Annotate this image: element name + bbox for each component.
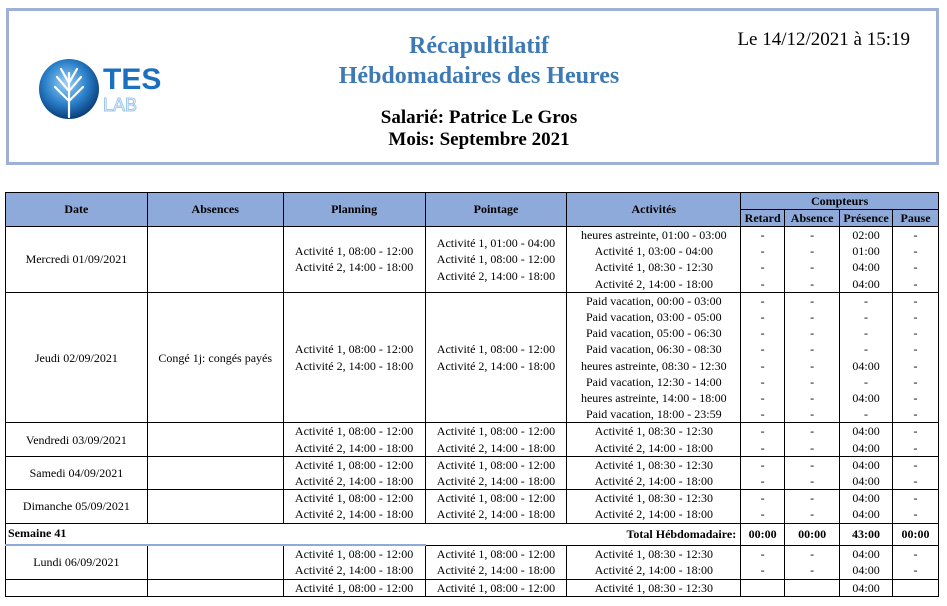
report-month: Mois: Septembre 2021 [388,129,570,150]
cell-line: Activité 2, 14:00 - 18:00 [594,563,713,578]
cell-line: Activité 1, 08:30 - 12:30 [594,491,713,506]
cell-line: Activité 2, 14:00 - 18:00 [294,358,414,373]
cell-line: Activité 1, 08:00 - 12:00 [436,580,556,595]
cell-line: - [760,276,765,291]
cell-line: Activité 1, 01:00 - 04:00 [436,236,556,251]
cell-line: Activité 2, 14:00 - 18:00 [436,440,556,455]
retard-cell [741,423,785,456]
planning-cell [283,456,425,489]
cell-line: Activité 1, 08:00 - 12:00 [436,546,556,561]
cell-line: Activité 1, 08:30 - 12:30 [594,260,713,275]
cell-line: - [810,358,815,373]
cell-text: Vendredi 03/09/2021 [25,432,127,447]
cell-line: Activité 1, 08:00 - 12:00 [436,457,556,472]
absence-cell [147,423,283,456]
table-row [6,545,939,579]
cell-line: - [913,563,918,578]
cell-line: - [760,440,765,455]
pause-cell [893,423,939,456]
teslab-logo [35,51,171,127]
absence-cell [147,456,283,489]
cell-line: heures astreinte, 01:00 - 03:00 [580,228,727,242]
cell-line: - [760,563,765,578]
cell-line: Activité 2, 14:00 - 18:00 [436,563,556,578]
week-total-pause: 00:00 [893,523,939,545]
report-header [6,8,939,165]
absence-cell [147,490,283,523]
planning-cell [283,227,425,293]
col-pause: Pause [893,210,939,227]
presence-cell [840,579,893,596]
date-cell [6,423,148,456]
pointage-cell [425,545,567,579]
cell-line: 04:00 [852,507,880,522]
cell-line: - [810,342,815,357]
cell-line: - [760,491,765,506]
report-title: Récapultilatif Hébdomadaires des Heures [338,33,620,89]
cell-line: Activité 2, 14:00 - 18:00 [294,474,414,489]
activites-cell [567,292,741,423]
presence-cell [840,490,893,523]
pause-cell [893,456,939,489]
retard-cell [741,545,785,579]
cell-line: - [810,391,815,406]
cell-line: - [864,374,869,389]
cell-line: - [913,244,918,259]
pointage-cell [425,579,567,596]
activites-cell [567,456,741,489]
cell-line: - [760,457,765,472]
cell-line: - [760,358,765,373]
table-row [6,579,939,596]
cell-line: Activité 1, 08:30 - 12:30 [594,546,713,561]
retard-cell [741,292,785,423]
cell-line: Activité 2, 14:00 - 18:00 [294,440,414,455]
planning-cell [283,579,425,596]
table-row [6,423,939,456]
planning-cell [283,423,425,456]
pointage-cell [425,292,567,423]
cell-text: Jeudi 02/09/2021 [34,350,118,365]
cell-line: heures astreinte, 14:00 - 18:00 [580,391,727,406]
cell-line: Activité 1, 08:00 - 12:00 [294,342,414,357]
cell-line: Activité 1, 08:30 - 12:30 [594,457,713,472]
cell-line: - [760,228,765,242]
cell-line: - [760,244,765,259]
cell-line: - [760,507,765,522]
week-total-retard: 00:00 [741,523,785,545]
cell-line: Activité 2, 14:00 - 18:00 [436,358,556,373]
cell-line: 04:00 [852,474,880,489]
planning-cell [283,292,425,423]
cell-line: - [913,358,918,373]
cell-line: Activité 2, 14:00 - 18:00 [294,563,414,578]
col-date: Date [6,193,148,227]
cell-line: - [864,310,869,325]
week-label: Semaine 41 [6,523,426,545]
cell-line: - [913,457,918,472]
hours-table [5,192,939,597]
absence-count-cell [785,545,840,579]
cell-line: - [760,326,765,341]
week-rows [6,227,939,524]
cell-line: - [864,407,869,422]
cell-line: - [760,374,765,389]
absence-cell [147,227,283,293]
cell-line: 04:00 [852,491,880,506]
col-presence: Présence [840,210,893,227]
cell-text: Congé 1j: congés payés [158,350,273,365]
cell-line: 04:00 [852,260,880,275]
cell-line: 04:00 [852,546,880,561]
absence-count-cell [785,227,840,293]
cell-line: - [810,563,815,578]
cell-line: - [810,457,815,472]
cell-line: - [810,244,815,259]
cell-line: Activité 2, 14:00 - 18:00 [594,276,713,291]
table-row [6,456,939,489]
cell-line: - [913,391,918,406]
cell-line: - [913,228,918,242]
cell-line: Paid vacation, 12:30 - 14:00 [585,374,722,389]
cell-line: - [810,293,815,308]
date-cell [6,545,148,579]
cell-line: - [760,424,765,439]
cell-line: - [913,474,918,489]
cell-line: 01:00 [852,244,880,259]
date-cell [6,292,148,423]
absence-cell [147,545,283,579]
cell-line: - [913,276,918,291]
cell-line: - [810,374,815,389]
cell-line: - [913,310,918,325]
cell-line: Activité 1, 08:00 - 12:00 [294,424,414,439]
cell-line: - [913,546,918,561]
pointage-cell [425,490,567,523]
cell-line: Activité 1, 03:00 - 04:00 [594,244,713,259]
cell-line: - [864,293,869,308]
date-cell [6,579,148,596]
cell-line: - [913,326,918,341]
cell-line: - [913,293,918,308]
week-total-absence: 00:00 [785,523,840,545]
planning-cell [283,545,425,579]
absence-cell [147,579,283,596]
cell-line: 04:00 [852,457,880,472]
cell-line: heures astreinte, 08:30 - 12:30 [580,358,727,373]
absence-count-cell [785,490,840,523]
employee-name: Salarié: Patrice Le Gros [380,107,578,128]
activites-cell [567,490,741,523]
week-total-label: Total Hébdomadaire: [425,523,741,545]
cell-line: Activité 1, 08:00 - 12:00 [294,580,414,595]
cell-line: - [760,546,765,561]
week-summary [6,523,939,545]
retard-cell [741,227,785,293]
cell-line: 04:00 [852,440,880,455]
absence-count-cell [785,292,840,423]
cell-line: - [760,407,765,422]
cell-line: Paid vacation, 06:30 - 08:30 [585,342,722,357]
cell-line: Activité 1, 08:00 - 12:00 [436,424,556,439]
col-compteurs: Compteurs [741,193,939,210]
week-total-row [6,523,939,545]
pointage-cell [425,456,567,489]
cell-line: - [810,407,815,422]
col-retard: Retard [741,210,785,227]
presence-cell [840,456,893,489]
svg-text:LAB: LAB [103,95,138,115]
cell-line: - [913,374,918,389]
cell-line: - [810,260,815,275]
cell-line: 04:00 [852,424,880,439]
col-pointage: Pointage [425,193,567,227]
pointage-cell [425,227,567,293]
cell-line: Activité 2, 14:00 - 18:00 [594,474,713,489]
cell-line: - [810,440,815,455]
cell-line: - [760,293,765,308]
cell-line: 04:00 [852,391,880,406]
activites-cell [567,579,741,596]
presence-cell [840,545,893,579]
cell-line: Activité 1, 08:30 - 12:30 [594,424,713,439]
date-cell [6,227,148,293]
col-absences: Absences [147,193,283,227]
cell-line: Paid vacation, 03:00 - 05:00 [585,310,722,325]
cell-line: - [760,260,765,275]
pause-cell [893,579,939,596]
cell-line: - [864,326,869,341]
presence-cell [840,423,893,456]
week-total-presence: 43:00 [840,523,893,545]
cell-line: - [913,424,918,439]
table-row [6,292,939,423]
cell-line: Activité 1, 08:00 - 12:00 [436,491,556,506]
cell-line: - [810,310,815,325]
cell-line: Activité 2, 14:00 - 18:00 [294,507,414,522]
cell-line: Activité 1, 08:00 - 12:00 [294,491,414,506]
pause-cell [893,490,939,523]
table-row [6,227,939,293]
cell-line: - [913,260,918,275]
absence-count-cell [785,456,840,489]
employee-info [269,107,689,151]
cell-line: - [760,474,765,489]
cell-line: - [810,424,815,439]
cell-text: Mercredi 01/09/2021 [25,252,128,267]
pointage-cell [425,423,567,456]
cell-line: 02:00 [852,228,880,242]
col-absence: Absence [785,210,840,227]
cell-line: - [810,491,815,506]
cell-text: Dimanche 05/09/2021 [22,499,130,514]
cell-text: Lundi 06/09/2021 [33,555,120,570]
col-planning: Planning [283,193,425,227]
pause-cell [893,545,939,579]
next-week-rows [6,545,939,596]
cell-line: Activité 1, 08:00 - 12:00 [294,547,414,562]
cell-line: Activité 2, 14:00 - 18:00 [436,268,556,283]
col-activites: Activités [567,193,741,227]
retard-cell [741,579,785,596]
date-cell [6,490,148,523]
svg-text:TES: TES [103,63,162,96]
cell-line: Activité 1, 08:00 - 12:00 [436,252,556,267]
cell-line: - [810,546,815,561]
presence-cell [840,292,893,423]
pause-cell [893,227,939,293]
cell-line: - [760,342,765,357]
cell-line: Activité 2, 14:00 - 18:00 [436,507,556,522]
cell-line: 04:00 [852,358,880,373]
cell-line: - [810,474,815,489]
retard-cell [741,490,785,523]
cell-line: 04:00 [852,276,880,291]
cell-line: Activité 1, 08:00 - 12:00 [436,342,556,357]
cell-line: - [913,491,918,506]
cell-line: - [913,440,918,455]
cell-text: Samedi 04/09/2021 [29,465,124,480]
cell-line: Activité 2, 14:00 - 18:00 [294,260,414,275]
cell-line: Activité 1, 08:30 - 12:30 [594,580,713,595]
activites-cell [567,423,741,456]
activites-cell [567,227,741,293]
printed-timestamp: Le 14/12/2021 à 15:19 [737,29,910,50]
cell-line: Activité 2, 14:00 - 18:00 [436,474,556,489]
retard-cell [741,456,785,489]
cell-line: - [810,507,815,522]
cell-line: - [864,342,869,357]
table-row [6,490,939,523]
absence-cell [147,292,283,423]
cell-line: Activité 1, 08:00 - 12:00 [294,244,414,259]
cell-line: - [760,310,765,325]
cell-line: Activité 1, 08:00 - 12:00 [294,457,414,472]
cell-line: 04:00 [852,563,880,578]
cell-line: 04:00 [852,580,880,595]
planning-cell [283,490,425,523]
cell-line: - [913,507,918,522]
cell-line: - [913,407,918,422]
cell-line: - [810,326,815,341]
cell-line: - [810,228,815,242]
cell-line: - [810,276,815,291]
cell-line: Paid vacation, 18:00 - 23:59 [585,407,722,422]
cell-line: - [913,342,918,357]
cell-line: Paid vacation, 00:00 - 03:00 [585,293,722,308]
cell-line: Activité 2, 14:00 - 18:00 [594,507,713,522]
cell-line: - [760,391,765,406]
cell-line: Activité 2, 14:00 - 18:00 [594,440,713,455]
cell-line: Paid vacation, 05:00 - 06:30 [585,326,722,341]
presence-cell [840,227,893,293]
date-cell [6,456,148,489]
absence-count-cell [785,579,840,596]
activites-cell [567,545,741,579]
pause-cell [893,292,939,423]
absence-count-cell [785,423,840,456]
